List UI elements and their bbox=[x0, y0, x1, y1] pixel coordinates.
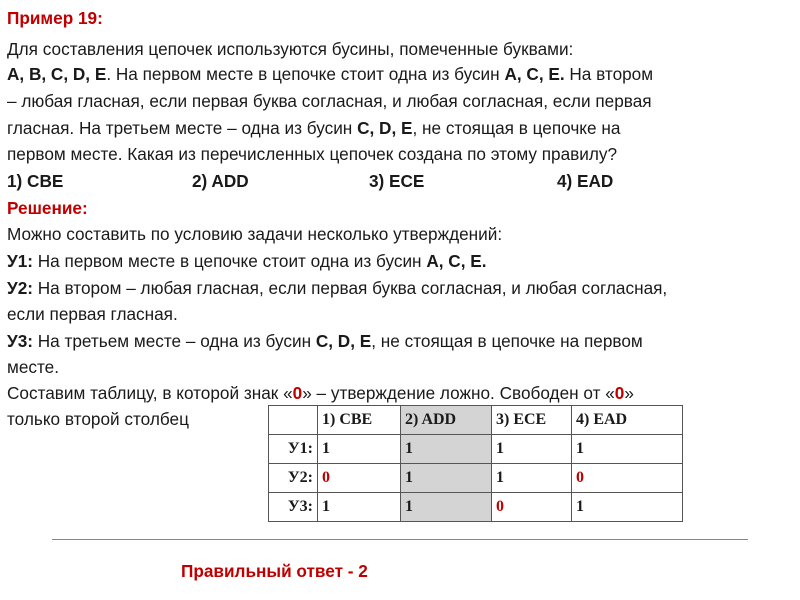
table-cell: 1 bbox=[318, 493, 401, 522]
table-header-cell: 1) CBE bbox=[318, 406, 401, 435]
table-cell: 1 bbox=[492, 464, 572, 493]
option-1: 1) CBE bbox=[7, 171, 64, 191]
statement-u1: У1: На первом месте в цепочке стоит одна из бусин A, C, E. bbox=[7, 251, 487, 271]
truth-table bbox=[268, 405, 683, 522]
table-cell: 1 bbox=[401, 493, 492, 522]
table-cell: 1 bbox=[401, 435, 492, 464]
table-cell: 1 bbox=[492, 435, 572, 464]
problem-line-4: гласная. На третьем месте – одна из бусин C, D, E, не стоящая в цепочке на bbox=[7, 118, 621, 138]
option-3: 3) ECE bbox=[369, 171, 425, 191]
table-header-row bbox=[269, 406, 683, 435]
table-explanation: Составим таблицу, в которой знак «0» – утверждение ложно. Свободен от «0» bbox=[7, 383, 634, 403]
table-corner-cell bbox=[269, 406, 318, 435]
table-row-label: У2: bbox=[269, 464, 318, 493]
statement-u2-cont: если первая гласная. bbox=[7, 304, 178, 324]
option-4: 4) EAD bbox=[557, 171, 614, 191]
option-2: 2) ADD bbox=[192, 171, 249, 191]
table-explanation-cont: только второй столбец bbox=[7, 409, 189, 429]
correct-answer: Правильный ответ - 2 bbox=[181, 561, 368, 581]
solution-intro: Можно составить по условию задачи несколько утверждений: bbox=[7, 224, 503, 244]
table-row-label: У1: bbox=[269, 435, 318, 464]
table-cell: 1 bbox=[318, 435, 401, 464]
table-cell: 0 bbox=[572, 464, 683, 493]
divider-line bbox=[52, 539, 748, 540]
table-row bbox=[269, 435, 683, 464]
table-row bbox=[269, 493, 683, 522]
example-title: Пример 19: bbox=[7, 8, 103, 28]
problem-line-5: первом месте. Какая из перечисленных цепочек создана по этому правилу? bbox=[7, 144, 618, 164]
statement-u2: У2: На втором – любая гласная, если первая буква согласная, и любая согласная, bbox=[7, 278, 668, 298]
table-header-cell: 4) EAD bbox=[572, 406, 683, 435]
table-cell: 1 bbox=[572, 435, 683, 464]
table-header-cell: 3) ECE bbox=[492, 406, 572, 435]
statement-u3: У3: На третьем месте – одна из бусин C, D, E, не стоящая в цепочке на первом bbox=[7, 331, 643, 351]
table-cell: 0 bbox=[492, 493, 572, 522]
table-row-label: У3: bbox=[269, 493, 318, 522]
table-cell: 1 bbox=[572, 493, 683, 522]
problem-line-2: A, B, C, D, E. На первом месте в цепочке стоит одна из бусин A, C, E. На втором bbox=[7, 64, 654, 84]
solution-heading: Решение: bbox=[7, 198, 88, 218]
table-cell: 0 bbox=[318, 464, 401, 493]
answer-options bbox=[7, 170, 797, 192]
statement-u3-cont: месте. bbox=[7, 357, 59, 377]
problem-line-1: Для составления цепочек используются бусины, помеченные буквами: bbox=[7, 39, 574, 59]
problem-line-3: – любая гласная, если первая буква согласная, и любая согласная, если первая bbox=[7, 91, 652, 111]
table-header-cell: 2) ADD bbox=[401, 406, 492, 435]
table-cell: 1 bbox=[401, 464, 492, 493]
table-row bbox=[269, 464, 683, 493]
